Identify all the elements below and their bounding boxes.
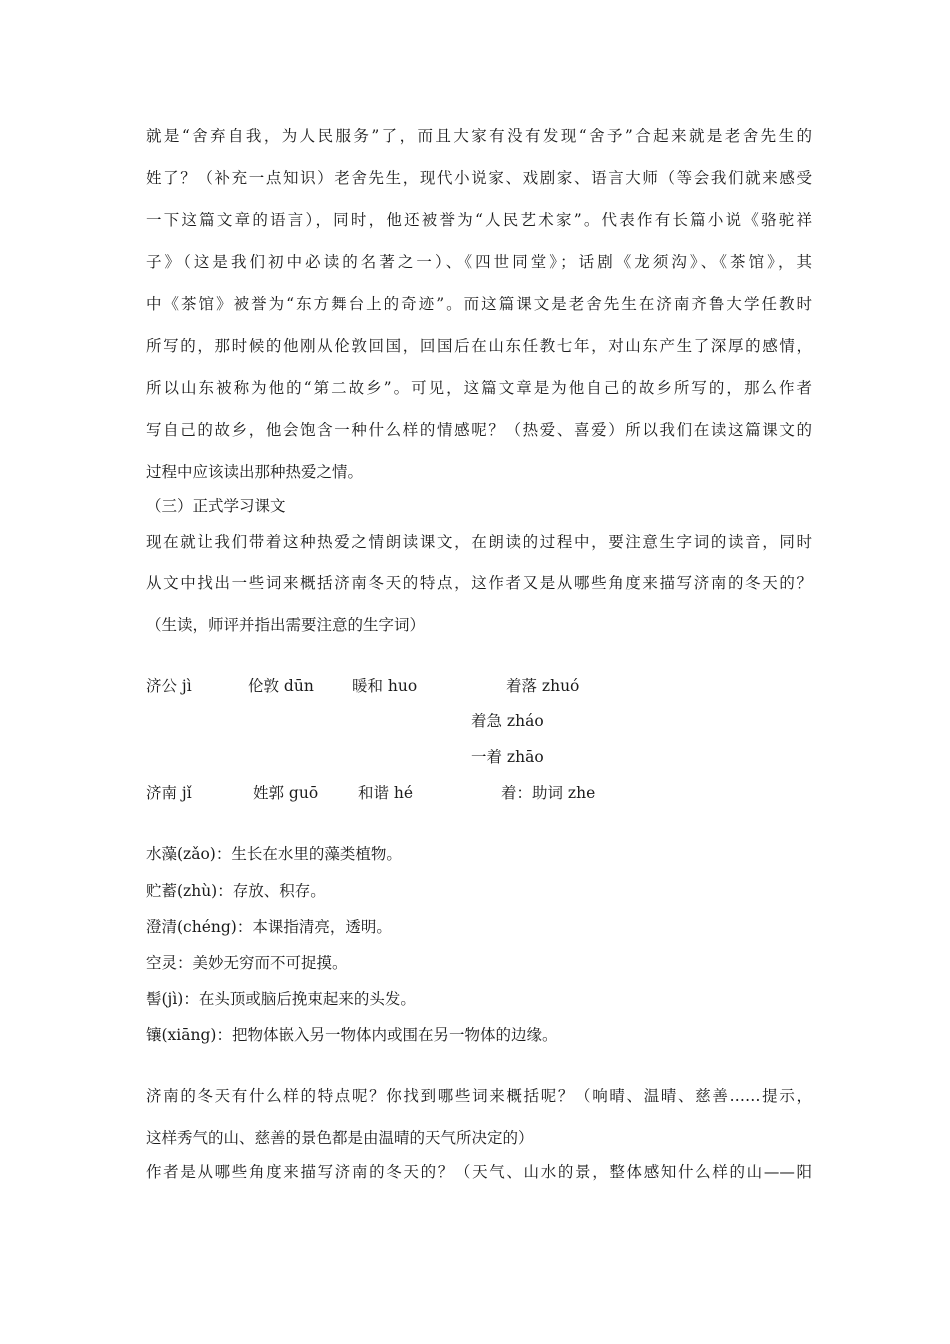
pronunciation-item: 一着 zhāo	[471, 748, 544, 766]
pronunciation-item: 伦敦 dūn	[248, 677, 314, 695]
paragraph-line: 这样秀气的山、慈善的景色都是由温晴的天气所决定的）	[146, 1129, 534, 1147]
vocab-item: 澄清(chéng)：本课指清亮，透明。	[146, 918, 392, 936]
paragraph-line: （生读，师评并指出需要注意的生字词）	[146, 616, 426, 634]
paragraph-line: 过程中应该读出那种热爱之情。	[146, 463, 364, 481]
vocab-item: 水藻(zǎo)：生长在水里的藻类植物。	[146, 845, 402, 863]
paragraph-line: 所以山东被称为他的“第二故乡”。可见，这篇文章是为他自己的故乡所写的，那么作者	[146, 379, 812, 397]
paragraph-line: 济南的冬天有什么样的特点呢？你找到哪些词来概括呢？（响晴、温晴、慈善……提示，	[146, 1087, 812, 1105]
pronunciation-item: 着：助词 zhe	[501, 784, 596, 802]
pronunciation-item: 济公 jì	[146, 677, 192, 695]
paragraph-line: 就是“舍弃自我，为人民服务”了，而且大家有没有发现“舍予”合起来就是老舍先生的	[146, 127, 812, 145]
paragraph-line: 中《茶馆》被誉为“东方舞台上的奇迹”。而这篇课文是老舍先生在济南齐鲁大学任教时	[146, 295, 812, 313]
paragraph-line: 子》（这是我们初中必读的名著之一）、《四世同堂》；话剧《龙须沟》、《茶馆》，其	[146, 253, 812, 271]
pronunciation-item: 着落 zhuó	[506, 677, 580, 695]
paragraph-line: 从文中找出一些词来概括济南冬天的特点，这作者又是从哪些角度来描写济南的冬天的？	[146, 574, 812, 592]
pronunciation-item: 暖和 huo	[352, 677, 418, 695]
vocab-item: 空灵：美妙无穷而不可捉摸。	[146, 954, 348, 972]
pronunciation-item: 着急 zháo	[471, 712, 544, 730]
paragraph-line: 现在就让我们带着这种热爱之情朗读课文，在朗读的过程中，要注意生字词的读音，同时	[146, 533, 812, 551]
section-heading: （三）正式学习课文	[146, 497, 286, 515]
pronunciation-item: 和谐 hé	[358, 784, 414, 802]
vocab-item: 镶(xiāng)：把物体嵌入另一物体内或围在另一物体的边缘。	[146, 1026, 558, 1044]
pronunciation-item: 姓郭 guō	[253, 784, 319, 802]
paragraph-line: 作者是从哪些角度来描写济南的冬天的？（天气、山水的景，整体感知什么样的山——阳	[146, 1163, 812, 1181]
pronunciation-item: 济南 jǐ	[146, 784, 192, 802]
paragraph-line: 写自己的故乡，他会饱含一种什么样的情感呢？（热爱、喜爱）所以我们在读这篇课文的	[146, 421, 812, 439]
vocab-item: 髻(jì)：在头顶或脑后挽束起来的头发。	[146, 990, 416, 1008]
paragraph-line: 所写的，那时候的他刚从伦敦回国，回国后在山东任教七年，对山东产生了深厚的感情，	[146, 337, 812, 355]
paragraph-line: 一下这篇文章的语言），同时，他还被誉为“人民艺术家”。代表作有长篇小说《骆驼祥	[146, 211, 812, 229]
vocab-item: 贮蓄(zhù)：存放、积存。	[146, 882, 326, 900]
paragraph-line: 姓了？（补充一点知识）老舍先生，现代小说家、戏剧家、语言大师（等会我们就来感受	[146, 169, 812, 187]
